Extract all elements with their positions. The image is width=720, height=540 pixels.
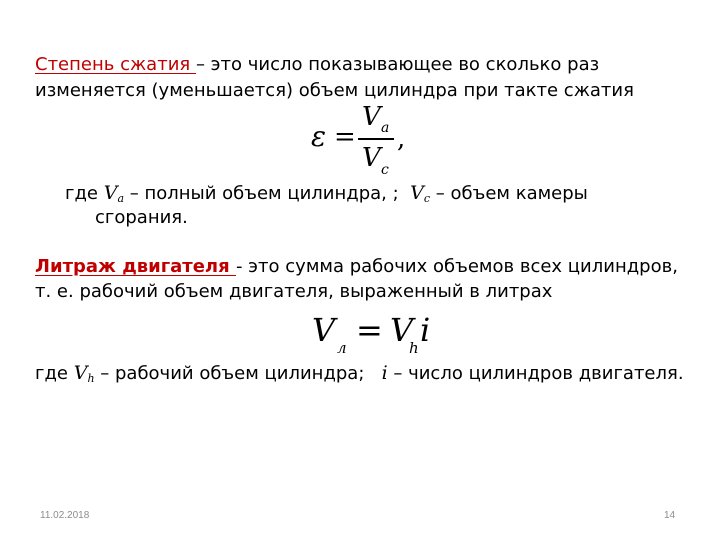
displacement-term: Литраж двигателя xyxy=(35,256,236,277)
formula2-equals: = xyxy=(356,311,383,349)
var-vh-description: – рабочий объем цилиндра; xyxy=(94,363,365,384)
fraction-bar xyxy=(358,138,394,140)
formula2-rhs-sub: h xyxy=(409,339,419,357)
where-lead: где xyxy=(65,183,98,204)
formula-denominator-sub: c xyxy=(381,162,389,178)
where2-lead: где xyxy=(35,363,68,384)
compression-definition-text: – это число показывающее во сколько раз xyxy=(195,54,600,75)
var-i-description: – число цилиндров двигателя. xyxy=(387,363,684,384)
formula-numerator-sub: a xyxy=(381,120,390,136)
var-vh: V xyxy=(73,362,88,384)
slide-date: 11.02.2018 xyxy=(40,510,90,521)
formula2-lhs-sub: л xyxy=(337,339,347,357)
formula-numerator-var: V xyxy=(362,102,381,132)
compression-formula xyxy=(300,102,420,180)
displacement-definition-line1 xyxy=(35,254,678,280)
compression-term: Степень сжатия xyxy=(35,54,196,75)
slide-page-number: 14 xyxy=(664,510,676,521)
formula2-rhs-var: V xyxy=(390,311,414,349)
var-va-description: – полный объем цилиндра, ; xyxy=(124,183,399,204)
var-va-sub: a xyxy=(117,192,125,205)
var-vh-sub: h xyxy=(87,372,95,385)
where-clause-2 xyxy=(35,360,684,389)
formula-equals: = xyxy=(334,122,356,152)
formula2-multiplier: i xyxy=(420,311,431,349)
displacement-formula xyxy=(310,312,440,360)
var-vc-description: – объем камеры xyxy=(430,183,588,204)
var-vc: V xyxy=(410,182,424,204)
var-i: i xyxy=(381,362,388,384)
compression-definition-line1 xyxy=(35,52,599,78)
formula-epsilon: ε xyxy=(311,120,327,153)
var-vc-sub: c xyxy=(423,192,431,205)
formula2-lhs-var: V xyxy=(312,311,336,349)
formula-comma: , xyxy=(397,124,406,154)
displacement-definition-line2: т. е. рабочий объем двигателя, выраженный в литрах xyxy=(35,281,553,302)
compression-definition-line2: изменяется (уменьшается) объем цилиндра при такте сжатия xyxy=(35,80,634,101)
where-clause-1-line2: сгорания. xyxy=(95,207,188,228)
formula-denominator-var: V xyxy=(362,143,381,173)
displacement-definition-text: - это сумма рабочих объемов всех цилиндров, xyxy=(235,256,678,277)
var-va: V xyxy=(103,182,118,204)
